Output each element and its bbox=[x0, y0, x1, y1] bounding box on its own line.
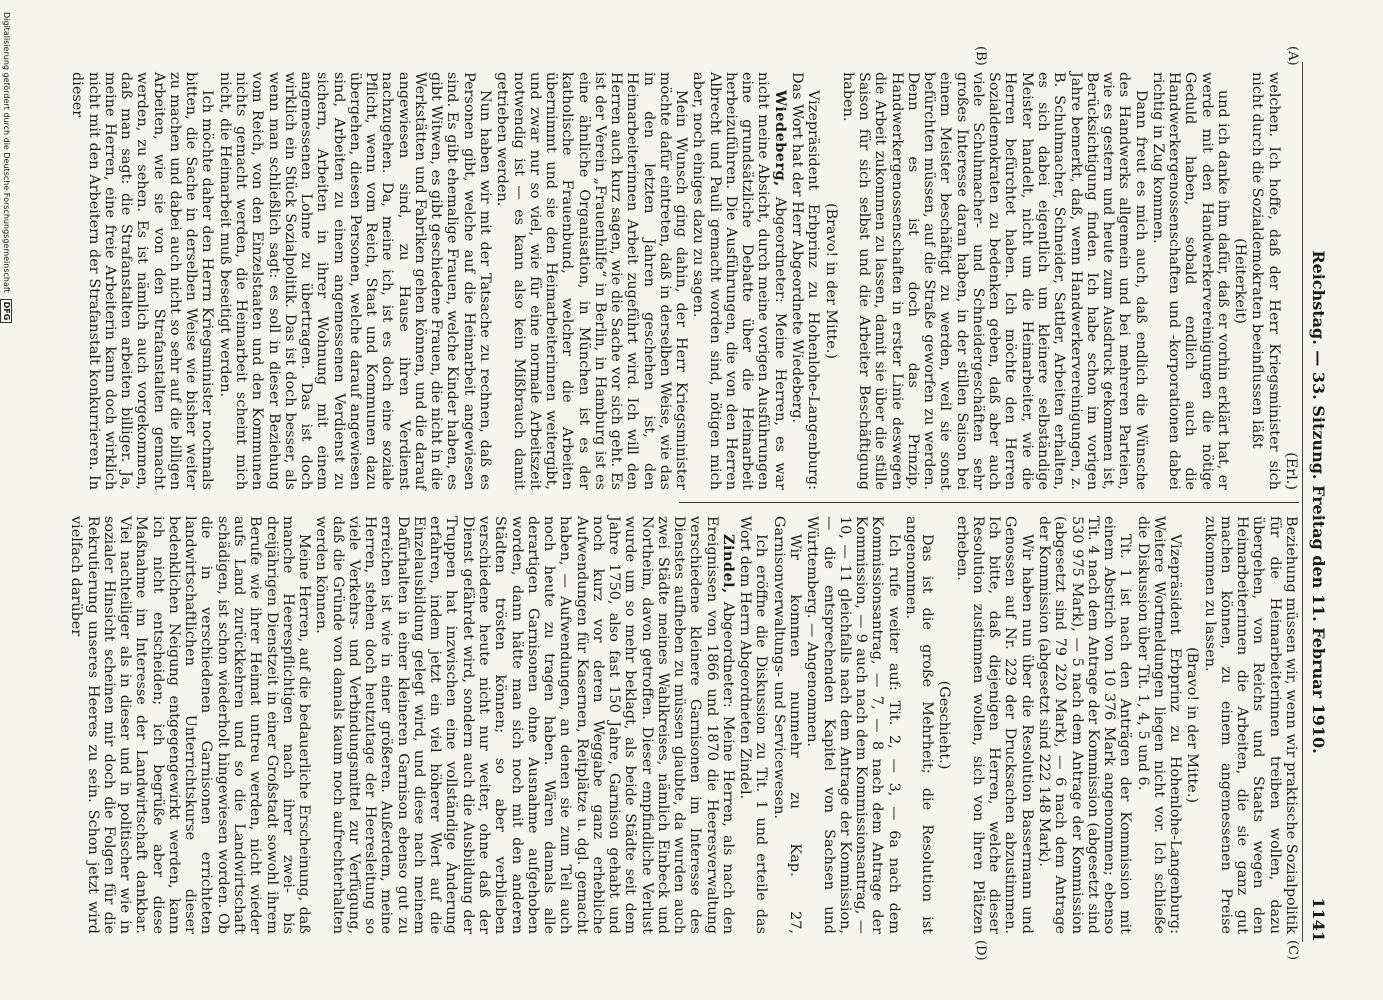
paragraph: Vizepräsident Erbprinz zu Hohenlohe-Langenburg: Weitere Wortmeldungen liegen nicht vor. Ich schließe die Diskussion über Tit. 1, 4, 5 und 6. bbox=[1134, 516, 1184, 934]
paragraph: Dann freut es mich auch, daß endlich die Wünsche des Handwerks allgemein und bei mehreren Parteien, wie es gestern und heute zum Ausdruck gekommen ist, Berücksichtigung finden. Ich habe schon im vorigen Jahre bemerkt, daß, wenn Handwerkervereinigungen, z. B. Schuhmacher, Schneider, Sattler, Arbeiten erhalten, es sich dabei eigentlich um kleinere selbständige Meister handelt, nicht um die Heimarbeiter, wie die Herren befürchtet haben. Ich möchte den Herren Sozialdemokraten zu bedenken geben, daß aber auch viele Schuhmacher- und Schneidergeschäften sehr großes Interesse daran haben, in der stillen Saison bei einem Meister beschäftigt zu werden, weil sie sonst befürchten müssen, auf die Straße geworfen zu werden. Denn es ist doch das Prinzip, Handwerkergenossenschaften in erster Linie deswegen die Arbeit zukommen zu lassen, damit sie über die stille Saison für sich selbst und die Arbeiter Beschäftigung haben. bbox=[839, 72, 1149, 490]
speech-paragraph bbox=[313, 516, 736, 934]
interjection: (Geschieht.) bbox=[936, 680, 953, 770]
interjection: (Heiterkeit) bbox=[1232, 238, 1249, 324]
paragraph: Mein Wunsch ging dahin, der Herr Kriegsminister möchte dafür eintreten, daß in derselben Weise, wie das in den letzten Jahren geschehen ist, den Heimarbeiterinnen Arbeit zugeführt wird. Ich will den Herren auch kurz sagen, wie die Sache vor sich geht. Es ist der Verein „Frauenhilfe“ in Berlin, in Hamburg ist es eine ähnliche Organisation, in München ist es der katholische Frauenbund, welcher die Arbeiten übernimmt und sie den Heimarbeiterinnen weitergibt, und zwar nur so viel, wie für eine normale Arbeitszeit notwendig ist — es kann also kein Mißbrauch damit getrieben werden. bbox=[494, 72, 690, 490]
margin-mark-c: (C) bbox=[1285, 940, 1300, 961]
credit-text: Digitalisierung gefördert durch die Deutsche Forschungsgemeinschaft bbox=[1, 12, 11, 293]
paragraph: und ich danke ihm dafür, daß er vorhin erklärt hat, er werde mit den Handwerkervereinigungen die nötige Geduld haben, sobald endlich auch die Handwerkergenossenschaften und -korporationen dabei richtig in Zug kommen. bbox=[1149, 72, 1231, 490]
margin-mark-d: (D) bbox=[973, 940, 988, 961]
paragraph: (Erl.) bbox=[1283, 452, 1299, 490]
left-column bbox=[69, 72, 1299, 490]
paragraph: Ich rufe weiter auf: Tit. 2, — 3, — 6a nach dem Kommissionsantrag, — 7, — 8 nach dem Antrage der Kommission, — 9 auch nach dem Kommissionsantrag, — 10, — 11 gleichfalls nach dem Antrage der Kommission, — die entsprechenden Kapitel von Sachsen und Württemberg. — Angenommen. bbox=[804, 516, 902, 934]
paragraph: Vizepräsident Erbprinz zu Hohenlohe-Langenburg: Das Wort hat der Herr Abgeordnete Wiedeberg. bbox=[789, 72, 822, 490]
paragraph: Ich eröffne die Diskussion zu Tit. 1 und erteile das Wort dem Herrn Abgeordneten Zindel. bbox=[737, 516, 770, 934]
digitization-credit bbox=[1, 0, 11, 1000]
speech-text: Abgeordneter: Meine Herren, es war nicht meine Absicht, durch meine vorigen Ausführungen eine grundsätzliche Debatte über die Heimarbeit herbeizuführen. Die Ausführungen, die von den Herren Albrecht und Pauli gemacht worden sind, nötigen mich aber, noch einiges dazu zu sagen. bbox=[690, 72, 788, 490]
speech-text: Abgeordneter: Meine Herren, als nach den Ereignissen von 1866 und 1870 die Heeresverwaltung verschiedene kleinere Garnisonen im Interesse des Dienstes aufheben zu müssen glaubte, da wurden auch zwei Städte meines Wahlkreises, nämlich Einbeck und Northeim, davon getroffen. Dieser empfindliche Verlust wurde um so mehr beklagt, als beide Städte seit dem Jahre 1750, also fast 150 Jahre, Garnison gehabt und noch kurz vor deren Weggabe ganz erhebliche Aufwendungen für Kasernen, Reitplätze u. dgl. gemacht haben, — Aufwendungen, an denen sie zum Teil auch noch heute zu tragen haben. Wären damals alle derartigen Garnisonen ohne Ausnahme aufgehoben worden, dann hätte man sich noch mit den anderen Städten trösten können; so aber verblieben verschiedene heute nicht nur weiter, ohne daß der Dienst gefährdet wird, sondern auch die Ausbildung der Truppen hat inzwischen eine vollständige Änderung erfahren, indem jetzt ein viel höherer Wert auf die Einzelausbildung gelegt wird, und diese nach meinem Dafürhalten in einer kleineren Garnison ebenso gut zu erreichen ist wie in einer größeren. Außerdem, meine Herren, stehen doch heutzutage der Heeresleitung so viele Verkehrs- und Verbindungsmittel zur Verfügung, daß die Gründe von damals kaum noch aufrechterhalten werden können. bbox=[313, 516, 736, 934]
paragraph: Wir kommen nunmehr zu Kap. 27, Garnisonverwaltungs- und Servicewesen. bbox=[770, 516, 804, 934]
paragraph: Tit. 1 ist nach den Anträgen der Kommission mit einem Abstrich von 10 376 Mark angenommen; ebenso Tit. 4 nach dem Antrage der Kommission (abgesetzt sind 530 975 Mark), — 5 nach dem Antrage der Kommission (abgesetzt sind 79 220 Mark), — 6 nach dem Antrage der Kommission (abgesetzt sind 222 148 Mark). bbox=[1036, 516, 1134, 934]
margin-mark-a: (A) bbox=[1285, 46, 1300, 66]
right-column bbox=[68, 516, 1299, 934]
column-divider bbox=[679, 502, 1299, 503]
speaker-name: Wiedeberg, bbox=[771, 90, 789, 187]
margin-mark-b: (B) bbox=[973, 46, 988, 66]
speaker-name: Zindel, bbox=[719, 534, 737, 594]
paragraph: Meine Herren, auf die bedauerliche Erscheinung, daß manche Heerespflichtigen nach ihrer zwei- bis dreijährigen Dienstzeit in einer Großstadt sowohl ihrem Berufe wie ihrer Heimat untreu werden, nicht wieder aufs Land zurückkehren und so die Landwirtschaft schädigen, ist schon wiederholt hingewiesen worden. Ob die in verschiedenen Garnisonen errichteten landwirtschaftlichen Unterrichtskurse dieser bedenklichen Neigung entgegengewirkt werden, kann ich nicht entscheiden; ich begrüße aber diese Maßnahme im Interesse der Landwirtschaft dankbar. Viel nachteiliger als in dieser und in politischer wie in sozialer Hinsicht scheinen mir doch die Folgen für die Rekrutierung unseres Heeres zu sein. Schon jetzt wird vielfach darüber bbox=[68, 516, 313, 934]
page-number: 1141 bbox=[1309, 897, 1328, 942]
speech-paragraph bbox=[690, 72, 788, 490]
page-header bbox=[1302, 62, 1327, 942]
paragraph: Das ist die große Mehrheit; die Resolution ist angenommen. bbox=[902, 516, 936, 934]
paragraph: Ich möchte daher den Herrn Kriegsminister nochmals bitten, die Sache in derselben Weise wie bisher weiter zu machen und dabei auch nicht so sehr auf die billigen Arbeiten, wie sie von den Strafanstalten gemacht werden, zu sehen. Es ist nämlich auch vorgekommen, daß man sagt: die Strafanstalten arbeiten billiger. Ja, meine Herren, eine freie Arbeiterin kann doch wirklich nicht mit den Arbeitern der Strafanstalt konkurrieren. In dieser bbox=[69, 72, 216, 490]
dfg-logo: DFG bbox=[0, 299, 11, 324]
header-title: Reichstag. — 33. Sitzung. Freitag den 11. Februar 1910. bbox=[1309, 250, 1328, 754]
paragraph: Wir haben nun über die Resolution Bassermann und Genossen auf Nr. 229 der Drucksachen abzustimmen. Ich bitte, daß diejenigen Herren, welche dieser Resolution zustimmen wollen, sich von ihren Plätzen erheben. bbox=[953, 516, 1035, 934]
interjection: (Bravo! in der Mitte.) bbox=[1184, 646, 1201, 804]
interjection: (Bravo! in der Mitte.) bbox=[822, 202, 839, 360]
paragraph: welchen. Ich hoffe, daß der Herr Kriegsminister sich nicht durch die Sozialdemokraten beeinflussen läßt bbox=[1249, 72, 1282, 490]
paragraph: Nun haben wir mit der Tatsache zu rechnen, daß es Personen gibt, welche auf die Heimarbeit angewiesen sind. Es gibt ehemalige Frauen, welche Kinder haben, es gibt Witwen, es gibt geschiedene Frauen, die nicht in die Werkstätten und Fabriken gehen können, und die darauf angewiesen sind, zu Hause ihren Verdienst nachzugehen. Da, meine ich, ist es doch eine soziale Pflicht, wenn vom Reich, Staat und Kommunen dazu übergehen, diesen Personen, welche darauf angewiesen sind, Arbeiten zu einem angemessenen Verdienst zu sichern, Arbeiten in ihrer Wohnung mit einem angemessenen Lohne zu übertragen. Das ist doch wirklich ein Stück Sozialpolitik. Das ist doch besser, als wenn man schließlich sagt: es soll in dieser Beziehung vom Reich, von den Einzelstaaten und den Kommunen nichts gemacht werden, die Heimarbeit scheint mich nicht, die Heimarbeit muß beseitigt werden. bbox=[216, 72, 493, 490]
paragraph: Beziehung müssen wir, wenn wir praktische Sozialpolitik für die Heimarbeiterinnen treiben wollen, dazu übergehen, von Reichs und Staats wegen den Heimarbeiterinnen die Arbeiten, die sie ganz gut machen können, zu einem angemessenen Preise zukommen zu lassen. bbox=[1201, 516, 1299, 934]
